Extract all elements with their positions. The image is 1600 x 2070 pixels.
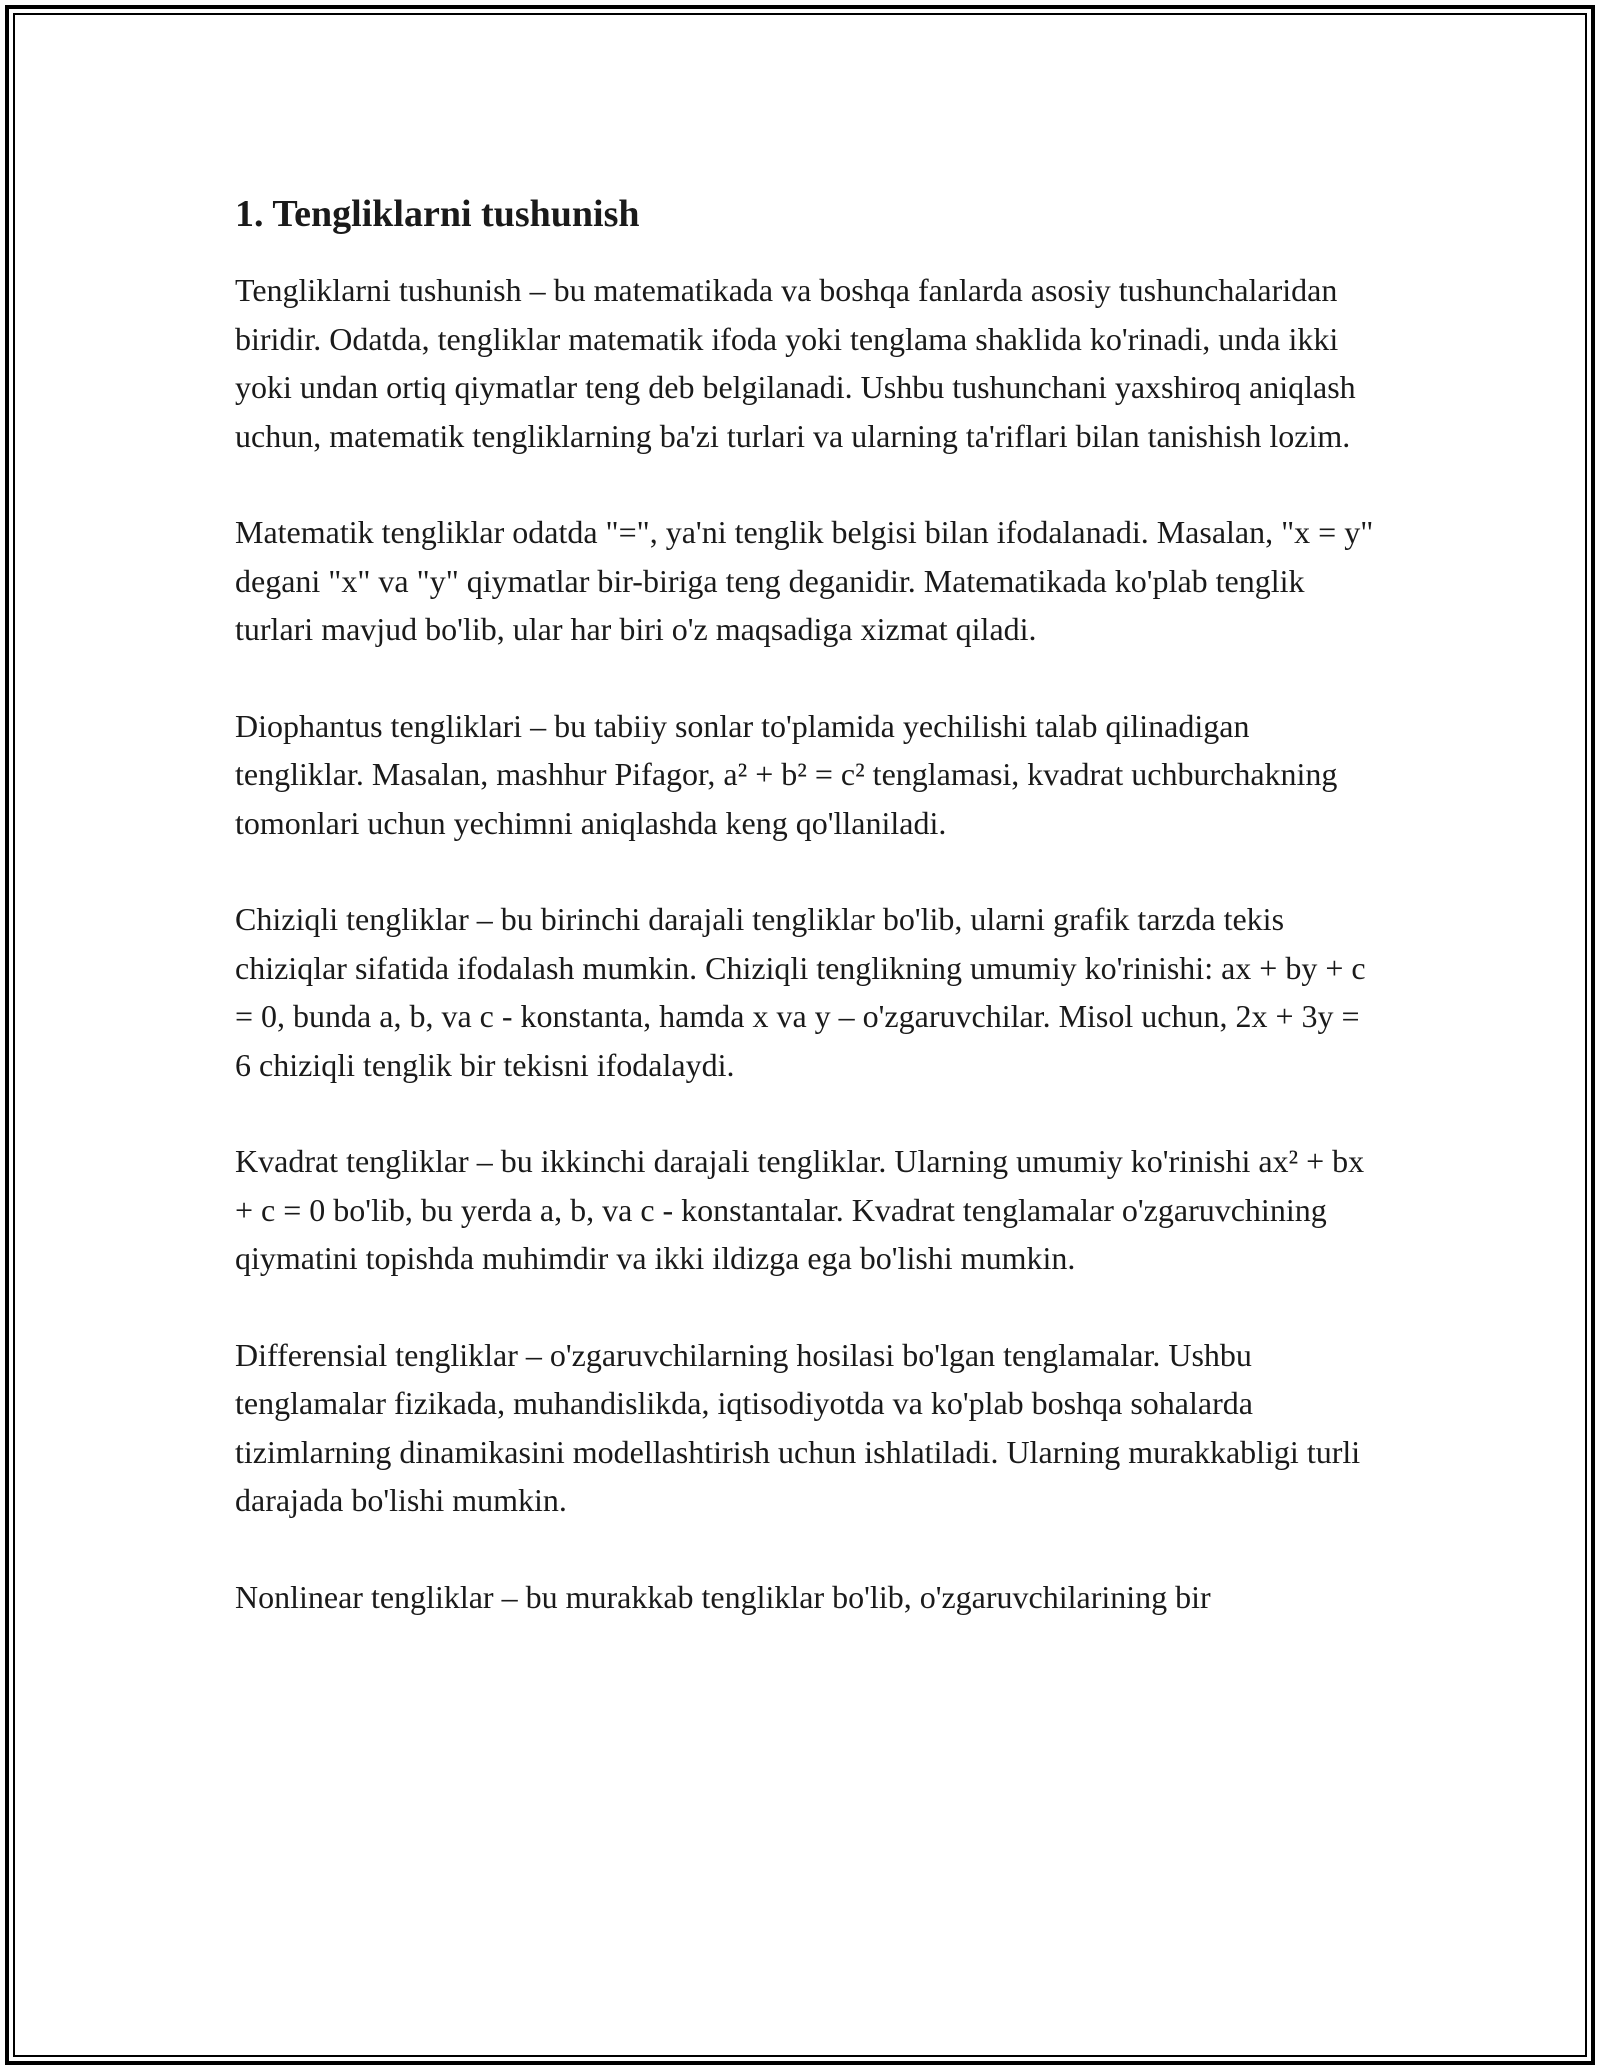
paragraph-linear: Chiziqli tengliklar – bu birinchi darajali tengliklar bo'lib, ularni grafik tarzda tekis chiziqlar sifatida ifodalash mumkin. Chiziqli tenglikning umumiy ko'rinishi: ax + by + c = 0, bunda a, b, va c - konstanta, hamda x va y – o'zgaruvchilar. Misol uchun, 2x + 3y = 6 chiziqli tenglik bir tekisni ifodalaydi. [235, 901, 1366, 1083]
paragraph-intro: Tengliklarni tushunish – bu matematikada va boshqa fanlarda asosiy tushunchalaridan biridir. Odatda, tengliklar matematik ifoda yoki tenglama shaklida ko'rinadi, unda ikki yoki undan ortiq qiymatlar teng deb belgilanadi. Ushbu tushunchani yaxshiroq aniqlash uchun, matematik tengliklarning ba'zi turlari va ularning ta'riflari bilan tanishish lozim. [235, 272, 1356, 454]
paragraph-quadratic: Kvadrat tengliklar – bu ikkinchi darajali tengliklar. Ularning umumiy ko'rinishi ax² + bx + c = 0 bo'lib, bu yerda a, b, va c - konstantalar. Kvadrat tenglamalar o'zgaruvchining qiymatini topishda muhimdir va ikki ildizga ega bo'lishi mumkin. [235, 1143, 1365, 1276]
paragraph-equality-sign: Matematik tengliklar odatda "=", ya'ni tenglik belgisi bilan ifodalanadi. Masalan, "x = y" degani "x" va "y" qiymatlar bir-biriga teng deganidir. Matematikada ko'plab tenglik turlari mavjud bo'lib, ular har biri o'z maqsadiga xizmat qiladi. [235, 514, 1374, 647]
section-heading: 1. Tengliklarni tushunish [235, 193, 640, 235]
paragraph-diophantine: Diophantus tengliklari – bu tabiiy sonlar to'plamida yechilishi talab qilinadigan tengliklar. Masalan, mashhur Pifagor, a² + b² = c² tenglamasi, kvadrat uchburchakning tomonlari uchun yechimni aniqlashda keng qo'llaniladi. [235, 707, 1338, 841]
document-body [235, 188, 1375, 1669]
paragraph-differential: Differensial tengliklar – o'zgaruvchilarning hosilasi bo'lgan tenglamalar. Ushbu tenglamalar fizikada, muhandislikda, iqtisodiyotda va ko'plab boshqa sohalarda tizimlarning dinamikasini modellashtirish uchun ishlatiladi. Ularning murakkabligi turli darajada bo'lishi mumkin. [235, 1336, 1361, 1518]
paragraph-nonlinear: Nonlinear tengliklar – bu murakkab tengliklar bo'lib, o'zgaruvchilarining bir [235, 1578, 1211, 1615]
